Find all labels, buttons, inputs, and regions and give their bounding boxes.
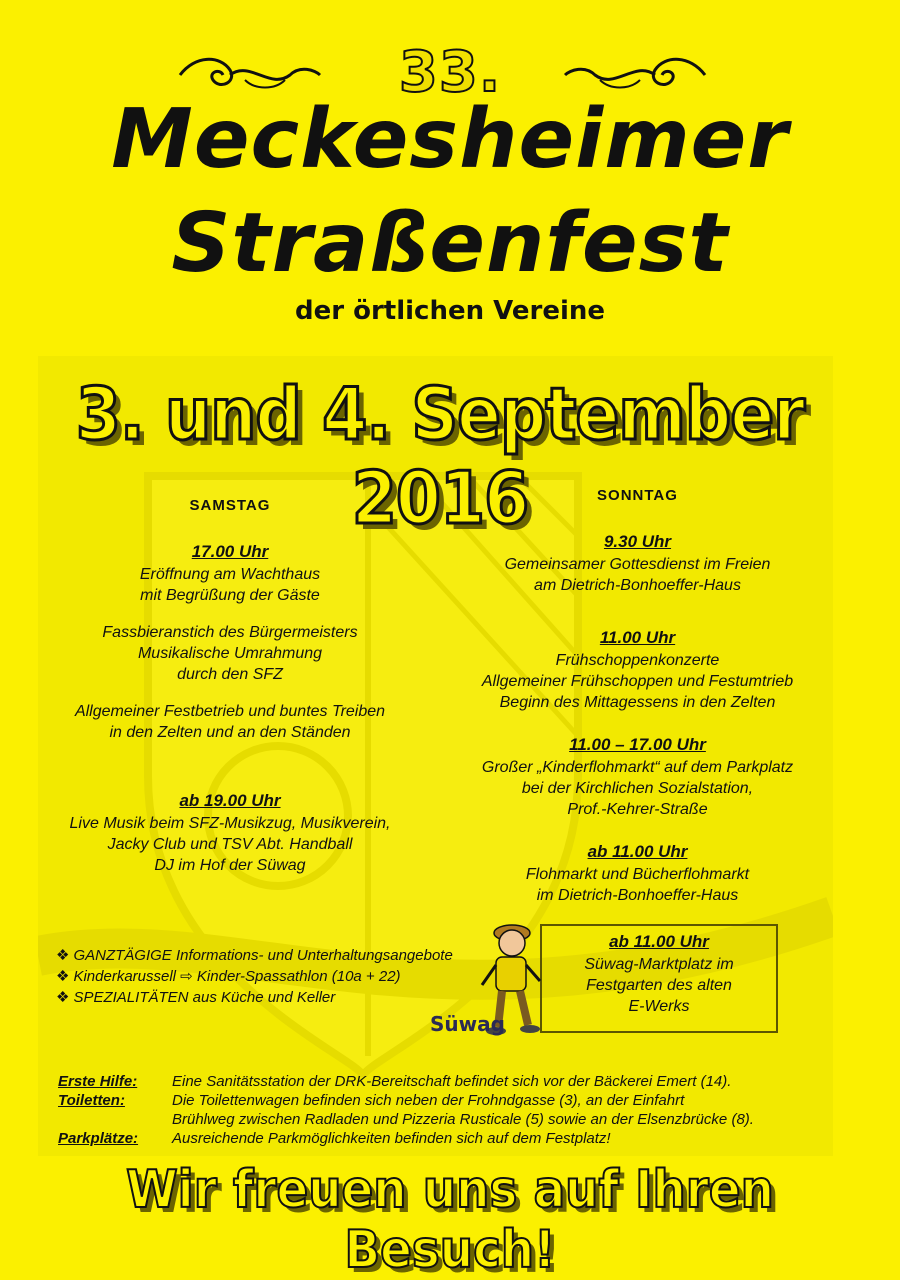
time-label: 11.00 Uhr (599, 628, 676, 647)
program-line: Fassbieranstich des Bürgermeisters (102, 624, 358, 641)
suewag-marketplace-box (540, 924, 778, 1033)
list-item: ❖ SPEZIALITÄTEN aus Küche und Keller (56, 989, 336, 1006)
program-line: Flohmarkt und Bücherflohmarkt (525, 866, 750, 883)
program-line: am Dietrich-Bonhoeffer-Haus (534, 577, 741, 594)
program-line: durch den SFZ (177, 666, 283, 683)
list-item: ❖ Kinderkarussell ⇨ Kinder-Spassathlon (10a + 22) (56, 968, 401, 985)
subtitle: der örtlichen Vereine (294, 296, 606, 326)
time-label: 11.00 – 17.00 Uhr (569, 735, 706, 754)
time-label: ab 11.00 Uhr (587, 842, 688, 861)
info-row: Toiletten: Die Toilettenwagen befinden sich neben der Frohndgasse (3), an der Einfahrt (58, 1092, 685, 1109)
info-row: Erste Hilfe: Eine Sanitätsstation der DRK-Bereitschaft befindet sich vor der Bäckerei Emert (14). (58, 1073, 732, 1090)
program-line: bei der Kirchlichen Sozialstation, (521, 780, 754, 797)
edition-number: 33. (398, 40, 502, 105)
list-item: ❖ GANZTÄGIGE Informations- und Unterhaltungsangebote (56, 947, 453, 964)
sunday-heading: SONNTAG (597, 487, 678, 504)
program-line: Beginn des Mittagessens in den Zelten (499, 694, 776, 711)
program-line: DJ im Hof der Süwag (154, 857, 306, 874)
saturday-block (40, 701, 420, 743)
program-line: Allgemeiner Festbetrieb und buntes Treiben (74, 703, 386, 720)
event-date: 3. und 4. September 2016 (75, 372, 805, 540)
saturday-heading: SAMSTAG (189, 497, 271, 514)
saturday-column (40, 495, 420, 892)
info-section (58, 1072, 754, 1148)
program-line: Festgarten des alten (586, 977, 732, 994)
program-line: Großer „Kinderflohmarkt“ auf dem Parkplatz (481, 759, 794, 776)
program-line: Musikalische Umrahmung (137, 645, 323, 662)
time-label: ab 19.00 Uhr (179, 791, 281, 810)
saturday-block (40, 789, 420, 876)
program-line: Gemeinsamer Gottesdienst im Freien (504, 556, 771, 573)
program-line: Jacky Club und TSV Abt. Handball (107, 836, 353, 853)
time-label: 17.00 Uhr (191, 542, 269, 561)
sunday-block (455, 530, 820, 596)
diamond-bullet-icon: ❖ (56, 947, 70, 964)
title-line-1: Meckesheimer (111, 92, 789, 187)
diamond-bullet-icon: ❖ (56, 989, 70, 1006)
program-line: in den Zelten und an den Ständen (109, 724, 351, 741)
info-row: Parkplätze: Ausreichende Parkmöglichkeiten befinden sich auf dem Festplatz! (58, 1130, 611, 1147)
program-line: E-Werks (628, 998, 690, 1015)
arrow-right-icon: ⇨ (180, 968, 193, 985)
closing-slogan: Wir freuen uns auf Ihren Besuch! (126, 1160, 774, 1280)
title-line-2: Straßenfest (171, 196, 729, 291)
time-label: ab 11.00 Uhr (609, 932, 709, 951)
time-label: 9.30 Uhr (603, 532, 672, 551)
offer-list (56, 945, 453, 1008)
program-line: Süwag-Marktplatz im (584, 956, 734, 973)
program-line: Live Musik beim SFZ-Musikzug, Musikverein, (69, 815, 391, 832)
info-label: Parkplätze: (58, 1130, 139, 1147)
program-line: Allgemeiner Frühschoppen und Festumtrieb (481, 673, 794, 690)
saturday-block (40, 540, 420, 606)
sunday-block (455, 840, 820, 906)
program-line: Frühschoppenkonzerte (555, 652, 720, 669)
sunday-block (455, 733, 820, 820)
program-line: mit Begrüßung der Gäste (140, 587, 320, 604)
program-line: im Dietrich-Bonhoeffer-Haus (536, 887, 739, 904)
info-label: Toiletten: (58, 1092, 125, 1109)
program-line: Eröffnung am Wachthaus (139, 566, 321, 583)
program-line: Prof.-Kehrer-Straße (567, 801, 708, 818)
saturday-block (40, 622, 420, 685)
suewag-logo-text: Süwag (430, 1012, 505, 1036)
info-label: Erste Hilfe: (58, 1073, 138, 1090)
sunday-block (455, 626, 820, 713)
diamond-bullet-icon: ❖ (56, 968, 70, 985)
info-row: Brühlweg zwischen Radladen und Pizzeria Rusticale (5) sowie an der Elsenzbrücke (8). (172, 1111, 754, 1128)
